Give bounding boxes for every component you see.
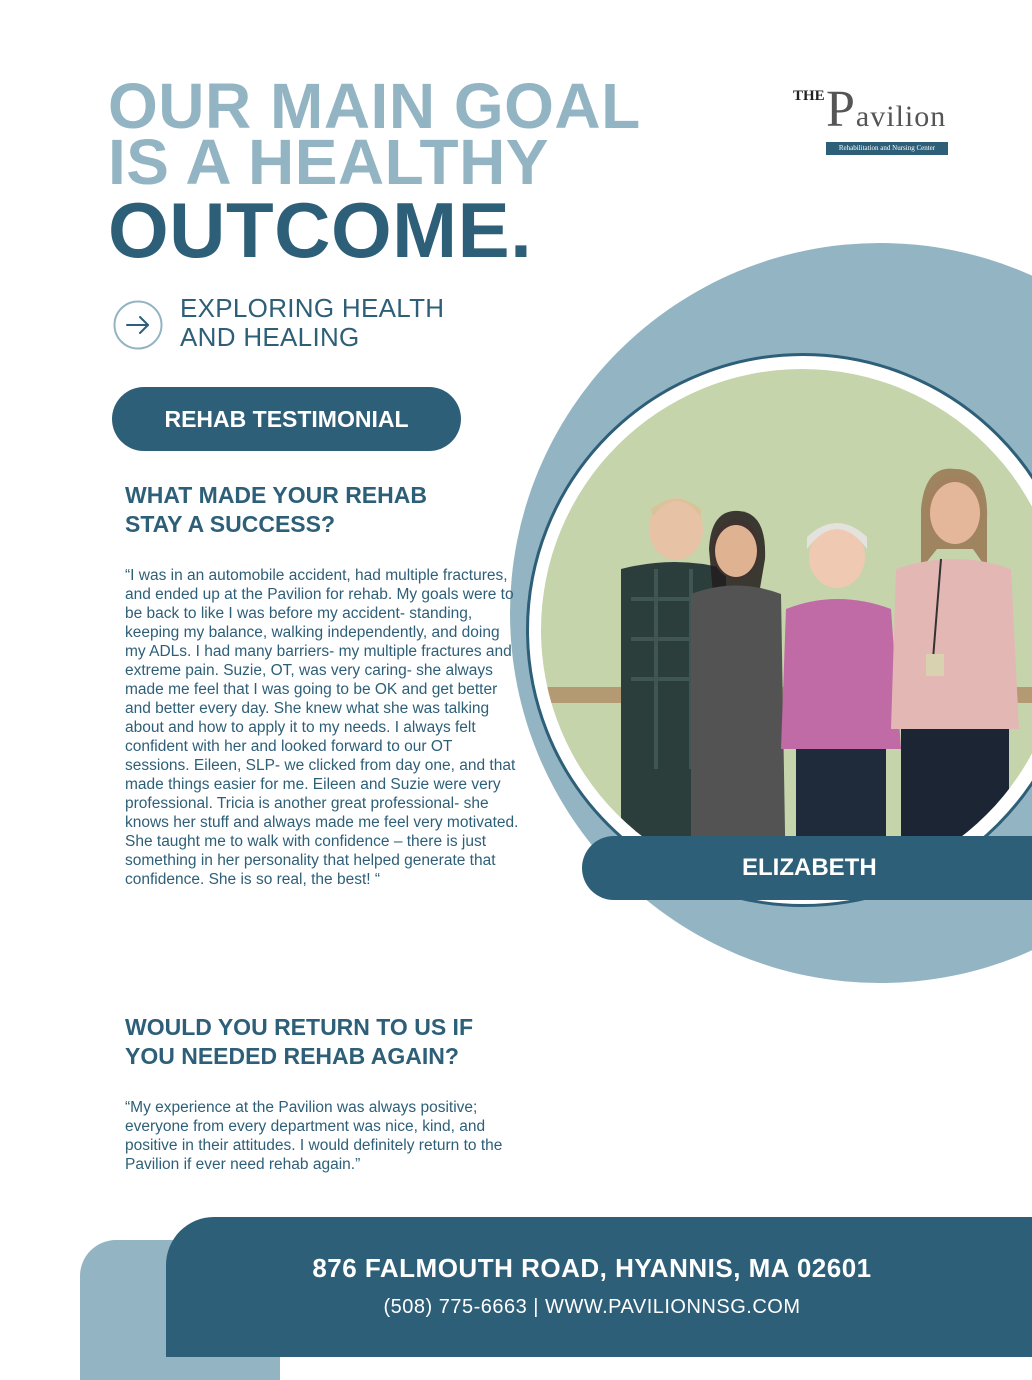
- headline: [108, 70, 641, 274]
- logo-the: THE: [793, 88, 825, 104]
- headline-line-3: OUTCOME.: [108, 186, 533, 274]
- logo-name: [826, 81, 947, 138]
- explore-subheading: EXPLORING HEALTH AND HEALING: [180, 293, 445, 352]
- answer-text: “I was in an automobile accident, had multiple fractures, and ended up at the Pavilion for rehab. My goals were to be back to like I was before my accident- standing, keeping my balance, walking independently, and doing my ADLs. I had many barriers- my multiple fractures and extreme pain. Suzie, OT, was very caring- she always made me feel that I was going to be OK and get better and better every day. She knew what she was talking about and how to apply it to my needs. I always felt confident with her and looked forward to our OT sessions. Eileen, SLP- we clicked from day one, and that made things easier for me. Eileen and Suzie were very professional. Tricia is another great professional- she knows her stuff and always made me feel very motivated. She taught me to walk with confidence – there is just something in her personality that helped generate that confidence. She is so real, the best! “: [125, 567, 519, 888]
- footer-panel: [166, 1217, 1032, 1357]
- arrow-right-circle-icon: [113, 300, 163, 350]
- patient-name-banner: [582, 836, 1032, 900]
- question-heading: WHAT MADE YOUR REHAB STAY A SUCCESS?: [125, 482, 427, 537]
- footer-address: 876 FALMOUTH ROAD, HYANNIS, MA 02601: [312, 1253, 872, 1283]
- footer-contact[interactable]: (508) 775-6663 | WWW.PAVILIONNSG.COM: [383, 1296, 801, 1318]
- rehab-testimonial-label: REHAB TESTIMONIAL: [112, 387, 461, 451]
- logo-initial: P: [826, 81, 856, 138]
- patient-name: ELIZABETH: [742, 854, 877, 881]
- answer-text: “My experience at the Pavilion was always positive; everyone from every department was nice, kind, and positive in their attitudes. I would definitely return to the Pavilion if ever need rehab again.”: [125, 1099, 503, 1173]
- logo-name-rest: avilion: [855, 100, 947, 133]
- pavilion-logo: [790, 81, 950, 158]
- question-heading: WOULD YOU RETURN TO US IF YOU NEEDED REHAB AGAIN?: [125, 1014, 473, 1069]
- headline-line-2: IS A HEALTHY: [108, 126, 549, 198]
- headline-line-1: OUR MAIN GOAL: [108, 70, 641, 142]
- group-photo: [541, 369, 1032, 891]
- logo-tagline: Rehabilitation and Nursing Center: [826, 142, 948, 155]
